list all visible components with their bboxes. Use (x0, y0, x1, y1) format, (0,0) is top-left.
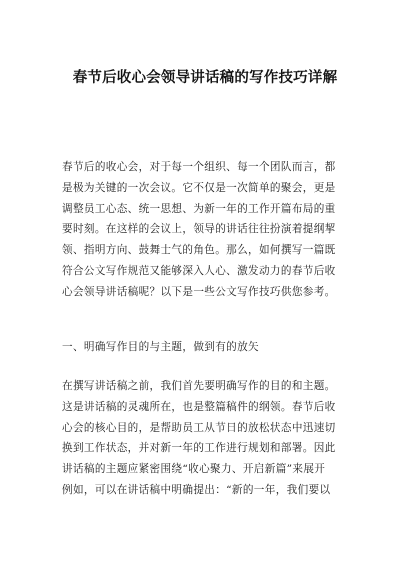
section-paragraph (62, 376, 352, 501)
section-line: 换到工作状态，并对新一年的工作进行规划和部署。因此 (62, 442, 336, 455)
section-heading: 一、明确写作目的与主题，做到有的放矢 (62, 341, 259, 353)
intro-line: 调整员工心态、统一思想、为新一年的工作开篇布局的重 (62, 202, 336, 215)
intro-line: 要时刻。在这样的会议上，领导的讲话往往扮演着提纲挈 (62, 223, 336, 236)
intro-line: 心会领导讲话稿呢？以下是一些公文写作技巧供您参考。 (62, 285, 336, 298)
section-line: 心会的核心目的，是帮助员工从节日的放松状态中迅速切 (62, 421, 336, 434)
section-line: 例如，可以在讲话稿中明确提出：“新的一年，我们要以 (62, 483, 331, 496)
intro-line: 是极为关键的一次会议。它不仅是一次简单的聚会，更是 (62, 181, 336, 194)
intro-line: 符合公文写作规范又能够深入人心、激发动力的春节后收 (62, 264, 336, 277)
intro-line: 春节后的收心会，对于每一个组织、每一个团队而言，都 (62, 161, 336, 173)
section-line: 讲话稿的主题应紧密围绕“收心聚力、开启新篇”来展开 (62, 463, 326, 476)
section-line: 这是讲话稿的灵魂所在，也是整篇稿件的纲领。春节后收 (62, 400, 336, 413)
section-line: 在撰写讲话稿之前，我们首先要明确写作的目的和主题。 (62, 380, 336, 392)
document-title: 春节后收心会领导讲话稿的写作技巧详解 (72, 70, 338, 86)
intro-line: 领、指明方向、鼓舞士气的角色。那么，如何撰写一篇既 (62, 244, 336, 257)
intro-paragraph (62, 157, 352, 303)
